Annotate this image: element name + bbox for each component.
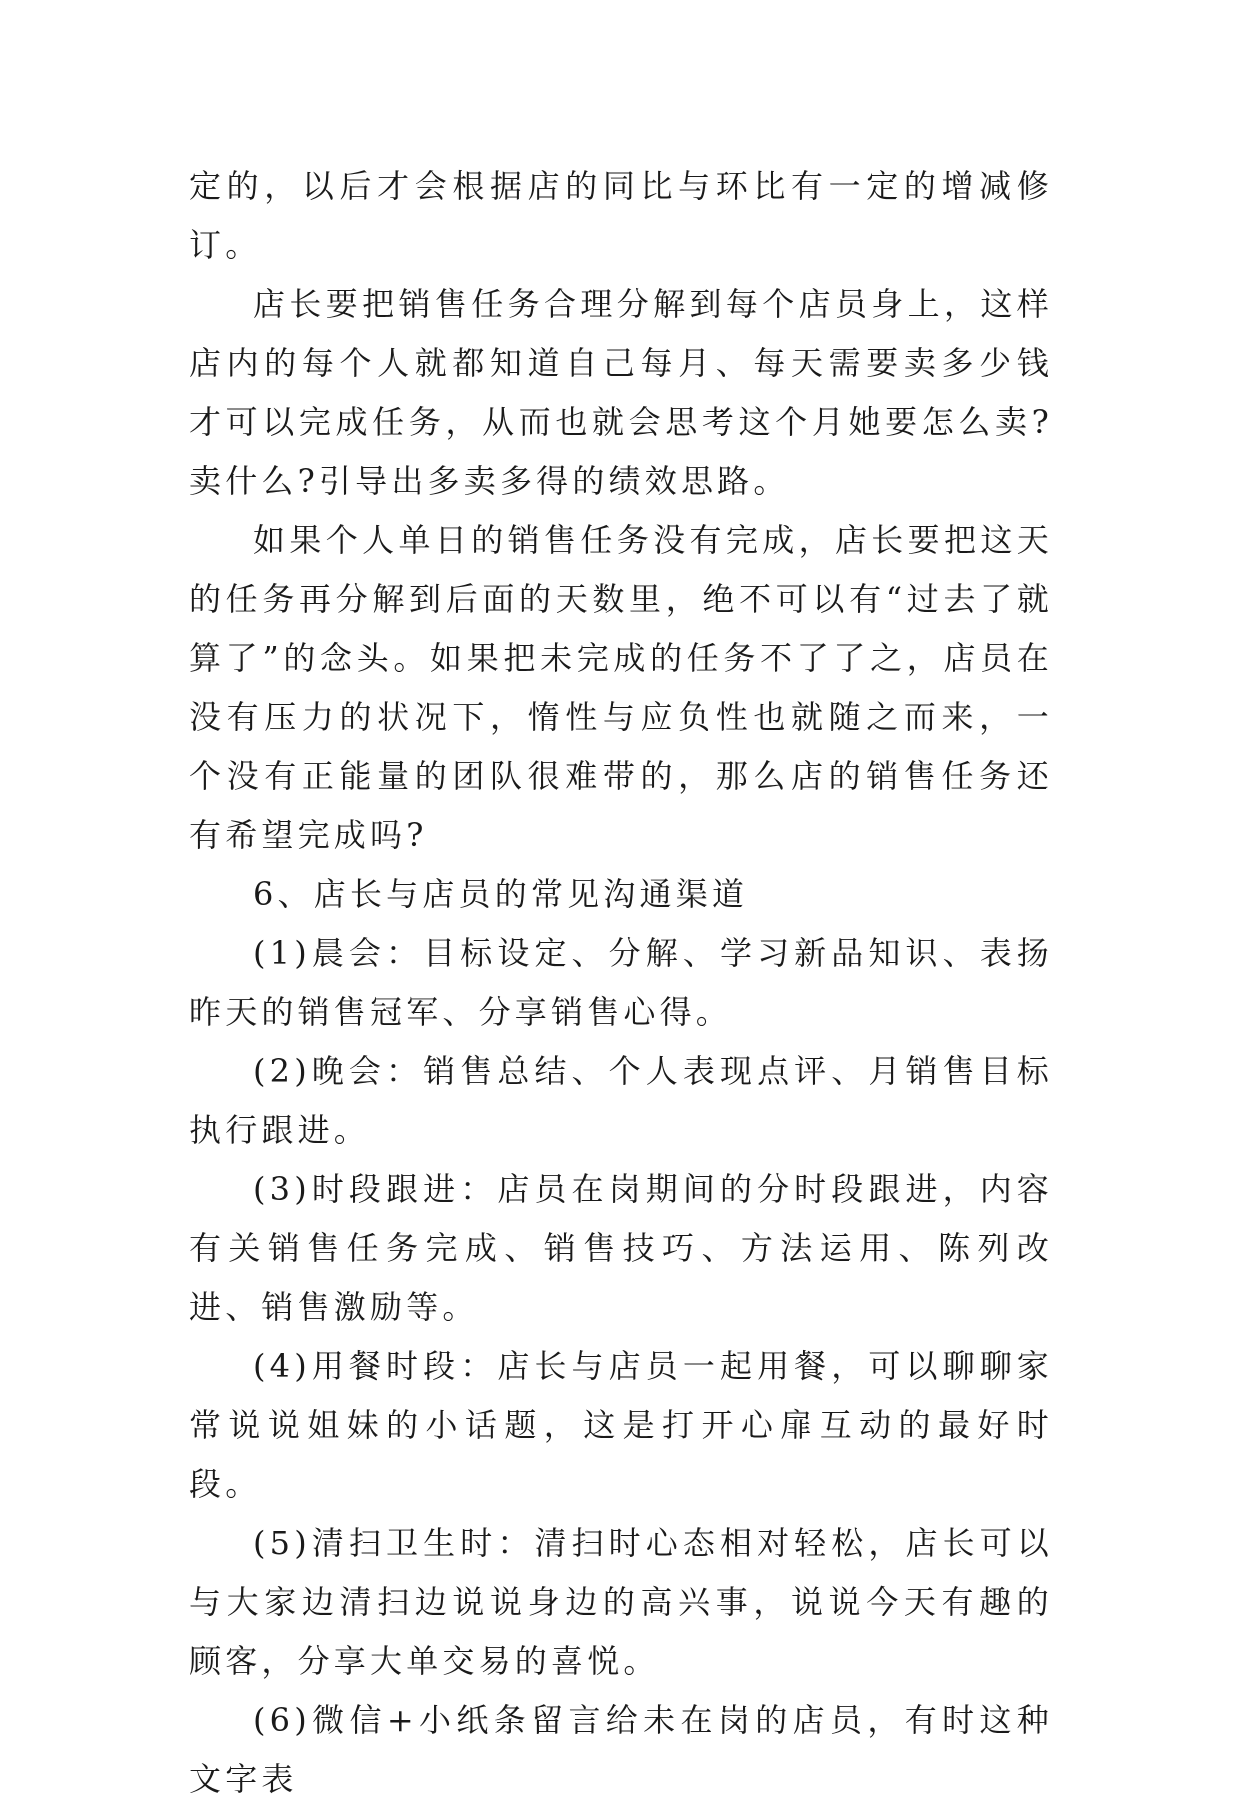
list-item-morning-meeting: (1)晨会：目标设定、分解、学习新品知识、表扬昨天的销售冠军、分享销售心得。 (189, 934, 1053, 1031)
paragraph-unfinished-task: 如果个人单日的销售任务没有完成，店长要把这天的任务再分解到后面的天数里，绝不可以有“过去了就算了”的念头。如果把未完成的任务不了了之，店员在没有压力的状况下，惰性与应负性也就随之而来，一个没有正能量的团队很难带的，那么店的销售任务还有希望完成吗? (189, 521, 1053, 854)
list-item-period-followup: (3)时段跟进：店员在岗期间的分时段跟进，内容有关销售任务完成、销售技巧、方法运用、陈列改进、销售激励等。 (189, 1170, 1053, 1326)
section-heading-communication-channels: 6、店长与店员的常见沟通渠道 (253, 875, 749, 913)
list-item-wechat-notes: (6)微信+小纸条留言给未在岗的店员，有时这种文字表 (189, 1701, 1053, 1798)
paragraph-continuation: 定的，以后才会根据店的同比与环比有一定的增减修订。 (189, 167, 1053, 264)
list-item-meal-time: (4)用餐时段：店长与店员一起用餐，可以聊聊家常说说姐妹的小话题，这是打开心扉互动的最好时段。 (189, 1347, 1053, 1503)
paragraph-task-breakdown: 店长要把销售任务合理分解到每个店员身上，这样店内的每个人就都知道自己每月、每天需要卖多少钱才可以完成任务，从而也就会思考这个月她要怎么卖?卖什么?引导出多卖多得的绩效思路。 (189, 285, 1053, 500)
list-item-cleaning-time: (5)清扫卫生时：清扫时心态相对轻松，店长可以与大家边清扫边说说身边的高兴事，说说今天有趣的顾客，分享大单交易的喜悦。 (189, 1524, 1053, 1680)
document-body (189, 157, 1053, 1809)
list-item-evening-meeting: (2)晚会：销售总结、个人表现点评、月销售目标执行跟进。 (189, 1052, 1053, 1149)
